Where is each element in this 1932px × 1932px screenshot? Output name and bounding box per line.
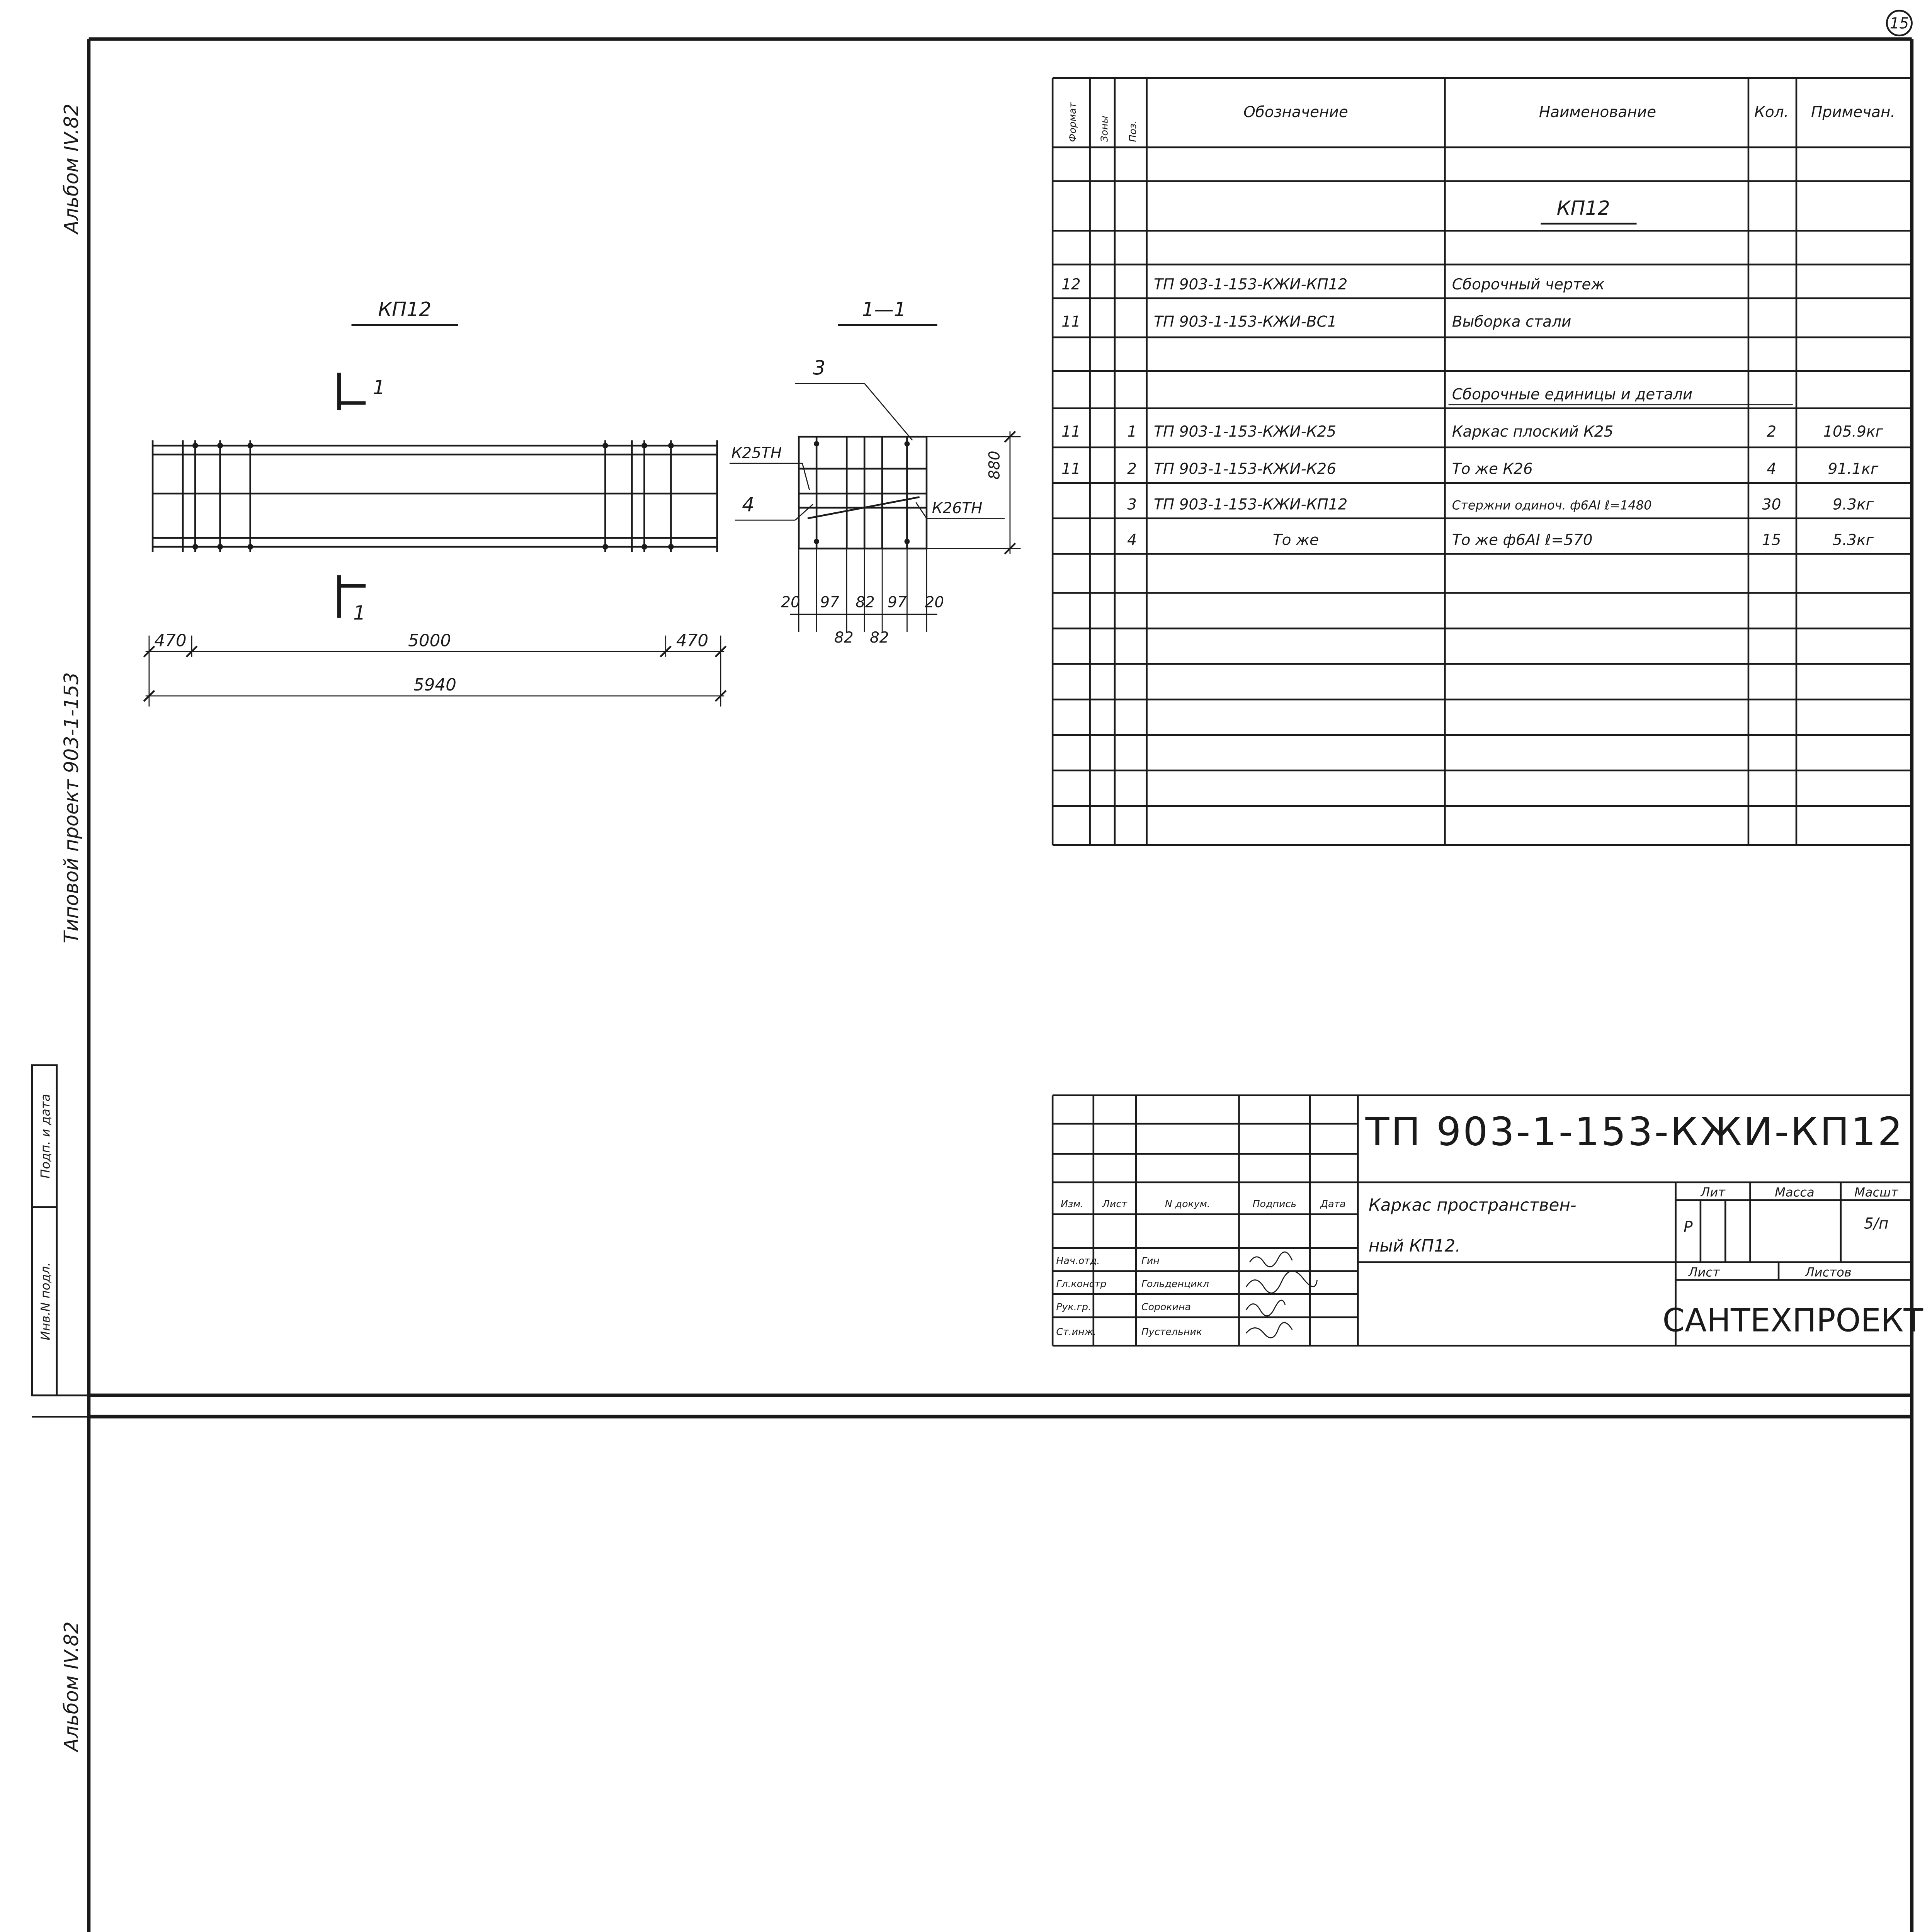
asm-row-2-designation: ТП 903-1-153-КЖИ-К26	[1153, 460, 1337, 478]
title-header-sign: Подпись	[1252, 1198, 1297, 1210]
staff-4-name: Пустельник	[1141, 1326, 1202, 1337]
spec-table	[1053, 78, 1912, 845]
title-scale-header: Масшт	[1854, 1185, 1898, 1200]
asm-row-1-note: 105.9кг	[1823, 423, 1883, 441]
section-dim-3: 82	[855, 594, 875, 611]
doc-row-2-format: 11	[1061, 313, 1081, 331]
dim-right-end: 470	[676, 631, 709, 651]
dim-left-end: 470	[154, 631, 187, 651]
staff-1-name: Гин	[1141, 1255, 1160, 1267]
header-qty: Кол.	[1754, 104, 1789, 121]
section-dim-b1: 82	[834, 629, 854, 647]
doc-row-2-name: Выборка стали	[1452, 313, 1571, 331]
title-block	[1053, 1095, 1923, 1346]
asm-row-4-pos: 4	[1127, 531, 1137, 549]
asm-row-4-qty: 15	[1762, 531, 1781, 549]
staff-4-role: Ст.инж.	[1056, 1326, 1097, 1337]
elevation-title: КП12	[378, 298, 432, 321]
album-label-top: Альбом IV.82	[60, 104, 83, 234]
staff-2-name: Гольденцикл	[1141, 1278, 1209, 1289]
section-mark-top: 1	[372, 376, 385, 399]
sheet-number-top	[1887, 11, 1912, 36]
callout-3: 3	[813, 356, 826, 379]
dim-overall: 5940	[413, 675, 457, 695]
section-dim-5: 20	[925, 594, 944, 611]
sheet-number-top-text: 15	[1889, 15, 1909, 32]
asm-row-2-pos: 2	[1127, 460, 1137, 478]
asm-row-2-format: 11	[1061, 460, 1081, 478]
title-header-list: Лист	[1102, 1198, 1127, 1210]
header-zone: Зоны	[1099, 116, 1110, 142]
title-mass-header: Масса	[1775, 1185, 1815, 1200]
staff-2-role: Гл.констр	[1056, 1278, 1107, 1289]
title-block-name-1: Каркас пространствен-	[1368, 1195, 1577, 1215]
asm-row-2-note: 91.1кг	[1828, 460, 1879, 478]
assembly-title: Сборочные единицы и детали	[1452, 386, 1693, 403]
stamp-inv-top: Инв.N подл.	[38, 1262, 53, 1340]
title-scale-value: 5/п	[1864, 1215, 1889, 1233]
left-margin-top	[32, 104, 83, 1395]
header-pos: Поз.	[1127, 120, 1139, 142]
doc-row-1-designation: ТП 903-1-153-КЖИ-КП12	[1153, 276, 1348, 293]
title-stage-value: Р	[1683, 1218, 1693, 1236]
title-header-date: Дата	[1320, 1198, 1346, 1210]
staff-3-name: Сорокина	[1141, 1301, 1191, 1313]
left-margin-bottom	[32, 1621, 83, 1932]
doc-row-1-format: 12	[1061, 276, 1081, 293]
spec-section-title: КП12	[1556, 196, 1610, 219]
asm-row-1-format: 11	[1061, 423, 1081, 441]
staff-1-role: Нач.отд.	[1056, 1255, 1100, 1267]
doc-row-1-name: Сборочный чертеж	[1452, 276, 1605, 293]
asm-row-1-qty: 2	[1767, 423, 1777, 441]
asm-row-4-designation: То же	[1272, 531, 1319, 549]
header-name: Наименование	[1539, 104, 1656, 121]
callout-4: 4	[742, 493, 755, 516]
album-label-bottom: Альбом IV.82	[60, 1621, 83, 1752]
section-dim-b2: 82	[869, 629, 889, 647]
section-mark-bottom: 1	[353, 601, 366, 624]
title-sheets-header: Листов	[1805, 1265, 1852, 1280]
sheet-frame	[32, 39, 1912, 1932]
header-designation: Обозначение	[1243, 104, 1348, 121]
title-block-code: ТП 903-1-153-КЖИ-КП12	[1365, 1109, 1905, 1155]
title-sheet-header: Лист	[1688, 1265, 1720, 1280]
section-title: 1—1	[862, 298, 906, 321]
asm-row-3-qty: 30	[1762, 496, 1781, 514]
asm-row-3-pos: 3	[1127, 496, 1137, 514]
header-note: Примечан.	[1811, 104, 1895, 121]
asm-row-2-qty: 4	[1767, 460, 1777, 478]
title-header-doc: N докум.	[1165, 1198, 1210, 1210]
section-view	[730, 298, 1020, 646]
asm-row-1-name: Каркас плоский К25	[1452, 423, 1614, 441]
doc-row-2-designation: ТП 903-1-153-КЖИ-ВС1	[1153, 313, 1337, 331]
asm-row-3-name: Стержни одиноч. ф6АI ℓ=1480	[1452, 498, 1652, 513]
section-dim-4: 97	[887, 594, 907, 611]
asm-row-3-designation: ТП 903-1-153-КЖИ-КП12	[1153, 496, 1348, 514]
asm-row-2-name: То же К26	[1452, 460, 1533, 478]
frame-label-right: К26ТН	[932, 499, 983, 517]
title-header-izm: Изм.	[1060, 1198, 1084, 1210]
asm-row-3-note: 9.3кг	[1832, 496, 1874, 514]
staff-3-role: Рук.гр.	[1056, 1301, 1092, 1313]
stamp-sign-top: Подп. и дата	[38, 1094, 53, 1179]
header-format: Формат	[1066, 102, 1078, 142]
asm-row-4-name: То же ф6АI ℓ=570	[1452, 531, 1593, 549]
title-block-name-2: ный КП12.	[1368, 1236, 1461, 1256]
title-stage-header: Лит	[1701, 1185, 1725, 1200]
asm-row-1-pos: 1	[1127, 423, 1137, 441]
frame-label-left: К25ТН	[731, 444, 782, 462]
elevation-view	[144, 298, 726, 707]
asm-row-1-designation: ТП 903-1-153-КЖИ-К25	[1153, 423, 1337, 441]
dim-middle: 5000	[408, 631, 451, 651]
section-dim-1: 20	[781, 594, 800, 611]
asm-row-4-note: 5.3кг	[1832, 531, 1874, 549]
section-dim-2: 97	[820, 594, 840, 611]
title-organization: САНТЕХПРОЕКТ	[1662, 1301, 1923, 1339]
section-height: 880	[986, 451, 1003, 480]
project-label-top: Типовой проект 903-1-153	[60, 672, 83, 944]
